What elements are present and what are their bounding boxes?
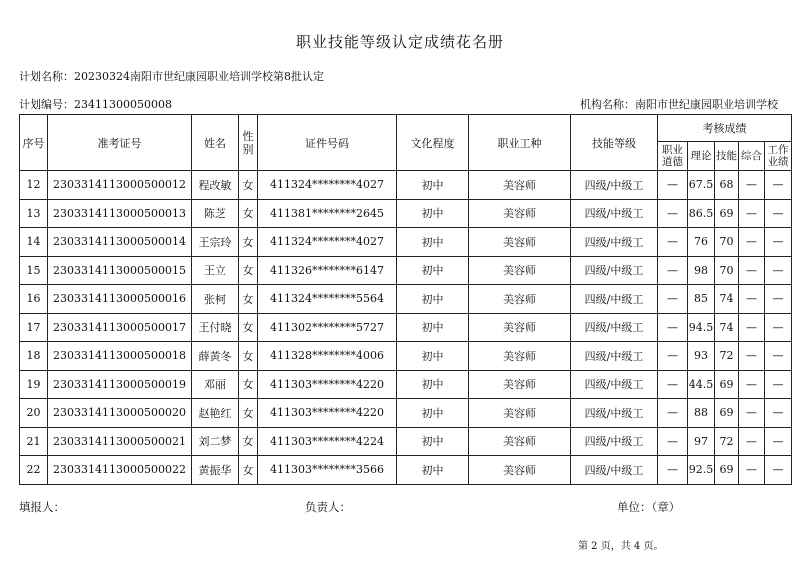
cell-overall: — bbox=[739, 256, 765, 285]
cell-overall: — bbox=[739, 199, 765, 228]
cell-id-no: 411324********4027 bbox=[258, 228, 397, 257]
cell-gender: 女 bbox=[239, 456, 258, 485]
cell-gender: 女 bbox=[239, 399, 258, 428]
cell-work: — bbox=[765, 199, 792, 228]
cell-occupation: 美容师 bbox=[469, 228, 571, 257]
table-row bbox=[20, 228, 792, 257]
page-indicator: 第 2 页，共 4 页。 bbox=[578, 541, 664, 552]
cell-overall: — bbox=[739, 285, 765, 314]
cell-skill: 68 bbox=[715, 171, 739, 200]
cell-skill: 72 bbox=[715, 342, 739, 371]
header-exam-no: 准考证号 bbox=[48, 115, 192, 171]
header-seq: 序号 bbox=[20, 115, 48, 171]
cell-name: 王立 bbox=[192, 256, 239, 285]
table-row bbox=[20, 285, 792, 314]
cell-seq: 16 bbox=[20, 285, 48, 314]
header-education: 文化程度 bbox=[397, 115, 469, 171]
cell-exam-no: 2303314113000500012 bbox=[48, 171, 192, 200]
cell-overall: — bbox=[739, 313, 765, 342]
cell-work: — bbox=[765, 456, 792, 485]
cell-exam-no: 2303314113000500015 bbox=[48, 256, 192, 285]
cell-gender: 女 bbox=[239, 171, 258, 200]
table-body bbox=[20, 171, 792, 485]
cell-work: — bbox=[765, 256, 792, 285]
cell-seq: 21 bbox=[20, 427, 48, 456]
cell-name: 王宗玲 bbox=[192, 228, 239, 257]
cell-occupation: 美容师 bbox=[469, 171, 571, 200]
cell-theory: 92.5 bbox=[688, 456, 715, 485]
cell-seq: 13 bbox=[20, 199, 48, 228]
cell-exam-no: 2303314113000500020 bbox=[48, 399, 192, 428]
cell-occupation: 美容师 bbox=[469, 399, 571, 428]
cell-education: 初中 bbox=[397, 256, 469, 285]
cell-ethics: — bbox=[658, 171, 688, 200]
cell-education: 初中 bbox=[397, 228, 469, 257]
cell-id-no: 411324********5564 bbox=[258, 285, 397, 314]
table-row bbox=[20, 342, 792, 371]
cell-gender: 女 bbox=[239, 427, 258, 456]
cell-level: 四级/中级工 bbox=[571, 228, 658, 257]
cell-level: 四级/中级工 bbox=[571, 342, 658, 371]
cell-name: 黄振华 bbox=[192, 456, 239, 485]
header-ethics: 职业道德 bbox=[658, 142, 688, 171]
organization-name: 机构名称：南阳市世纪康园职业培训学校 bbox=[580, 98, 778, 111]
table-row bbox=[20, 370, 792, 399]
cell-work: — bbox=[765, 342, 792, 371]
cell-education: 初中 bbox=[397, 285, 469, 314]
cell-id-no: 411328********4006 bbox=[258, 342, 397, 371]
cell-name: 赵艳红 bbox=[192, 399, 239, 428]
table-row bbox=[20, 256, 792, 285]
cell-gender: 女 bbox=[239, 228, 258, 257]
score-roster-table bbox=[19, 114, 792, 485]
header-gender: 性别 bbox=[239, 115, 258, 171]
cell-skill: 69 bbox=[715, 399, 739, 428]
cell-theory: 67.5 bbox=[688, 171, 715, 200]
cell-theory: 85 bbox=[688, 285, 715, 314]
cell-exam-no: 2303314113000500019 bbox=[48, 370, 192, 399]
cell-skill: 70 bbox=[715, 228, 739, 257]
cell-level: 四级/中级工 bbox=[571, 285, 658, 314]
cell-gender: 女 bbox=[239, 285, 258, 314]
cell-id-no: 411324********4027 bbox=[258, 171, 397, 200]
cell-exam-no: 2303314113000500022 bbox=[48, 456, 192, 485]
cell-id-no: 411302********5727 bbox=[258, 313, 397, 342]
cell-education: 初中 bbox=[397, 313, 469, 342]
cell-gender: 女 bbox=[239, 342, 258, 371]
cell-ethics: — bbox=[658, 342, 688, 371]
cell-overall: — bbox=[739, 342, 765, 371]
cell-overall: — bbox=[739, 370, 765, 399]
unit-seal-label: 单位：（章） bbox=[617, 500, 681, 514]
cell-occupation: 美容师 bbox=[469, 456, 571, 485]
cell-skill: 69 bbox=[715, 370, 739, 399]
header-id-no: 证件号码 bbox=[258, 115, 397, 171]
cell-level: 四级/中级工 bbox=[571, 370, 658, 399]
table-row bbox=[20, 171, 792, 200]
cell-exam-no: 2303314113000500013 bbox=[48, 199, 192, 228]
cell-name: 陈芝 bbox=[192, 199, 239, 228]
cell-level: 四级/中级工 bbox=[571, 456, 658, 485]
cell-name: 程改敏 bbox=[192, 171, 239, 200]
cell-level: 四级/中级工 bbox=[571, 313, 658, 342]
cell-education: 初中 bbox=[397, 456, 469, 485]
cell-ethics: — bbox=[658, 199, 688, 228]
cell-work: — bbox=[765, 171, 792, 200]
cell-occupation: 美容师 bbox=[469, 199, 571, 228]
leader-signature-label: 负责人： bbox=[305, 500, 351, 514]
header-overall: 综合 bbox=[739, 142, 765, 171]
cell-education: 初中 bbox=[397, 342, 469, 371]
cell-education: 初中 bbox=[397, 199, 469, 228]
cell-level: 四级/中级工 bbox=[571, 256, 658, 285]
table-row bbox=[20, 427, 792, 456]
cell-seq: 12 bbox=[20, 171, 48, 200]
cell-work: — bbox=[765, 228, 792, 257]
cell-overall: — bbox=[739, 171, 765, 200]
cell-theory: 97 bbox=[688, 427, 715, 456]
cell-gender: 女 bbox=[239, 256, 258, 285]
cell-seq: 22 bbox=[20, 456, 48, 485]
cell-id-no: 411303********4220 bbox=[258, 370, 397, 399]
cell-id-no: 411326********6147 bbox=[258, 256, 397, 285]
cell-level: 四级/中级工 bbox=[571, 199, 658, 228]
table-row bbox=[20, 313, 792, 342]
cell-name: 邓丽 bbox=[192, 370, 239, 399]
cell-seq: 14 bbox=[20, 228, 48, 257]
cell-name: 张柯 bbox=[192, 285, 239, 314]
cell-skill: 69 bbox=[715, 199, 739, 228]
cell-seq: 15 bbox=[20, 256, 48, 285]
cell-theory: 98 bbox=[688, 256, 715, 285]
header-work: 工作业绩 bbox=[765, 142, 792, 171]
cell-occupation: 美容师 bbox=[469, 370, 571, 399]
cell-name: 刘二梦 bbox=[192, 427, 239, 456]
cell-theory: 88 bbox=[688, 399, 715, 428]
cell-id-no: 411381********2645 bbox=[258, 199, 397, 228]
cell-work: — bbox=[765, 370, 792, 399]
cell-ethics: — bbox=[658, 285, 688, 314]
cell-exam-no: 2303314113000500016 bbox=[48, 285, 192, 314]
cell-education: 初中 bbox=[397, 427, 469, 456]
cell-ethics: — bbox=[658, 256, 688, 285]
cell-theory: 94.5 bbox=[688, 313, 715, 342]
cell-id-no: 411303********3566 bbox=[258, 456, 397, 485]
header-level: 技能等级 bbox=[571, 115, 658, 171]
filler-signature-label: 填报人： bbox=[19, 500, 65, 514]
cell-name: 王付晓 bbox=[192, 313, 239, 342]
cell-level: 四级/中级工 bbox=[571, 399, 658, 428]
cell-seq: 20 bbox=[20, 399, 48, 428]
cell-gender: 女 bbox=[239, 199, 258, 228]
cell-work: — bbox=[765, 313, 792, 342]
cell-occupation: 美容师 bbox=[469, 342, 571, 371]
cell-seq: 19 bbox=[20, 370, 48, 399]
cell-overall: — bbox=[739, 228, 765, 257]
cell-work: — bbox=[765, 427, 792, 456]
cell-occupation: 美容师 bbox=[469, 427, 571, 456]
cell-overall: — bbox=[739, 427, 765, 456]
cell-skill: 74 bbox=[715, 285, 739, 314]
table-row bbox=[20, 399, 792, 428]
cell-exam-no: 2303314113000500014 bbox=[48, 228, 192, 257]
header-occupation: 职业工种 bbox=[469, 115, 571, 171]
table-row bbox=[20, 199, 792, 228]
cell-gender: 女 bbox=[239, 370, 258, 399]
header-scores: 考核成绩 bbox=[658, 115, 792, 142]
cell-overall: — bbox=[739, 399, 765, 428]
cell-level: 四级/中级工 bbox=[571, 427, 658, 456]
cell-exam-no: 2303314113000500021 bbox=[48, 427, 192, 456]
cell-skill: 74 bbox=[715, 313, 739, 342]
cell-theory: 86.5 bbox=[688, 199, 715, 228]
cell-ethics: — bbox=[658, 370, 688, 399]
cell-education: 初中 bbox=[397, 370, 469, 399]
cell-ethics: — bbox=[658, 399, 688, 428]
cell-skill: 72 bbox=[715, 427, 739, 456]
header-theory: 理论 bbox=[688, 142, 715, 171]
cell-work: — bbox=[765, 285, 792, 314]
cell-skill: 69 bbox=[715, 456, 739, 485]
plan-name: 计划名称：20230324南阳市世纪康园职业培训学校第8批认定 bbox=[19, 70, 324, 83]
cell-skill: 70 bbox=[715, 256, 739, 285]
header-skill: 技能 bbox=[715, 142, 739, 171]
cell-occupation: 美容师 bbox=[469, 313, 571, 342]
cell-exam-no: 2303314113000500017 bbox=[48, 313, 192, 342]
cell-occupation: 美容师 bbox=[469, 285, 571, 314]
cell-theory: 76 bbox=[688, 228, 715, 257]
cell-work: — bbox=[765, 399, 792, 428]
cell-id-no: 411303********4224 bbox=[258, 427, 397, 456]
cell-theory: 93 bbox=[688, 342, 715, 371]
cell-seq: 18 bbox=[20, 342, 48, 371]
cell-exam-no: 2303314113000500018 bbox=[48, 342, 192, 371]
cell-seq: 17 bbox=[20, 313, 48, 342]
cell-level: 四级/中级工 bbox=[571, 171, 658, 200]
table-row bbox=[20, 456, 792, 485]
document-title: 职业技能等级认定成绩花名册 bbox=[295, 33, 504, 51]
cell-education: 初中 bbox=[397, 399, 469, 428]
cell-ethics: — bbox=[658, 427, 688, 456]
cell-ethics: — bbox=[658, 456, 688, 485]
cell-overall: — bbox=[739, 456, 765, 485]
header-name: 姓名 bbox=[192, 115, 239, 171]
cell-occupation: 美容师 bbox=[469, 256, 571, 285]
cell-gender: 女 bbox=[239, 313, 258, 342]
cell-ethics: — bbox=[658, 313, 688, 342]
cell-ethics: — bbox=[658, 228, 688, 257]
cell-theory: 44.5 bbox=[688, 370, 715, 399]
plan-number: 计划编号：23411300050008 bbox=[19, 98, 172, 111]
cell-name: 薛黄冬 bbox=[192, 342, 239, 371]
cell-education: 初中 bbox=[397, 171, 469, 200]
cell-id-no: 411303********4220 bbox=[258, 399, 397, 428]
